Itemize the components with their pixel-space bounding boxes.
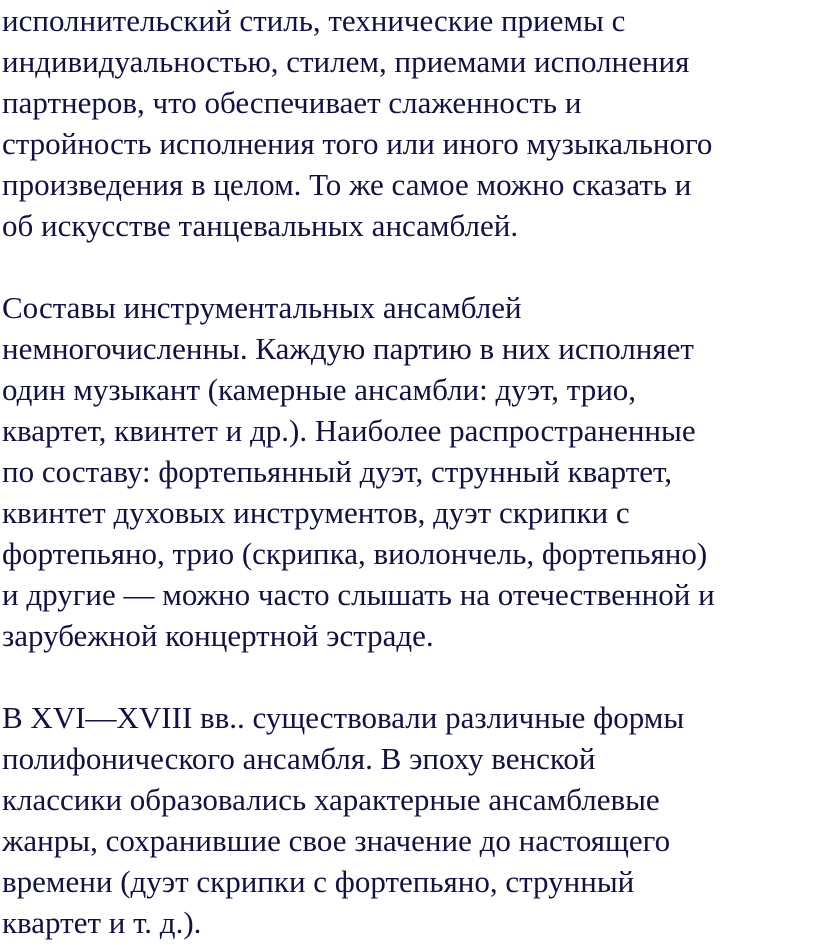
- text-line: квинтет духовых инструментов, дуэт скрипки с: [2, 495, 630, 530]
- paragraph-3: [2, 697, 814, 943]
- paragraph-spacer: [2, 246, 814, 287]
- text-line: один музыкант (камерные ансамбли: дуэт, трио,: [2, 372, 637, 407]
- document-page: [2, 0, 814, 943]
- paragraph-2: [2, 287, 814, 656]
- text-line: времени (дуэт скрипки с фортепьяно, струнный: [2, 864, 635, 899]
- text-line: полифонического ансамбля. В эпоху венской: [2, 741, 596, 776]
- text-line: В XVI—XVIII вв.. существовали различные формы: [2, 700, 685, 735]
- text-line: партнеров, что обеспечивает слаженность и: [2, 85, 582, 120]
- text-line: стройность исполнения того или иного музыкального: [2, 126, 713, 161]
- text-line: квартет и т. д.).: [2, 905, 202, 940]
- text-line: жанры, сохранившие свое значение до настоящего: [2, 823, 671, 858]
- text-line: фортепьяно, трио (скрипка, виолончель, фортепьяно): [2, 536, 708, 571]
- text-line: произведения в целом. То же самое можно сказать и: [2, 167, 692, 202]
- text-line: исполнительский стиль, технические приемы с: [2, 3, 626, 38]
- paragraph-1: [2, 0, 814, 246]
- text-line: индивидуальностью, стилем, приемами исполнения: [2, 44, 690, 79]
- text-line: и другие — можно часто слышать на отечественной и: [2, 577, 715, 612]
- text-line: Составы инструментальных ансамблей: [2, 290, 522, 325]
- text-line: квартет, квинтет и др.). Наиболее распространенные: [2, 413, 696, 448]
- text-line: зарубежной концертной эстраде.: [2, 618, 434, 653]
- paragraph-spacer: [2, 656, 814, 697]
- text-line: об искусстве танцевальных ансамблей.: [2, 208, 519, 243]
- text-line: немногочисленны. Каждую партию в них исполняет: [2, 331, 694, 366]
- text-line: по составу: фортепьянный дуэт, струнный квартет,: [2, 454, 672, 489]
- text-line: классики образовались характерные ансамблевые: [2, 782, 660, 817]
